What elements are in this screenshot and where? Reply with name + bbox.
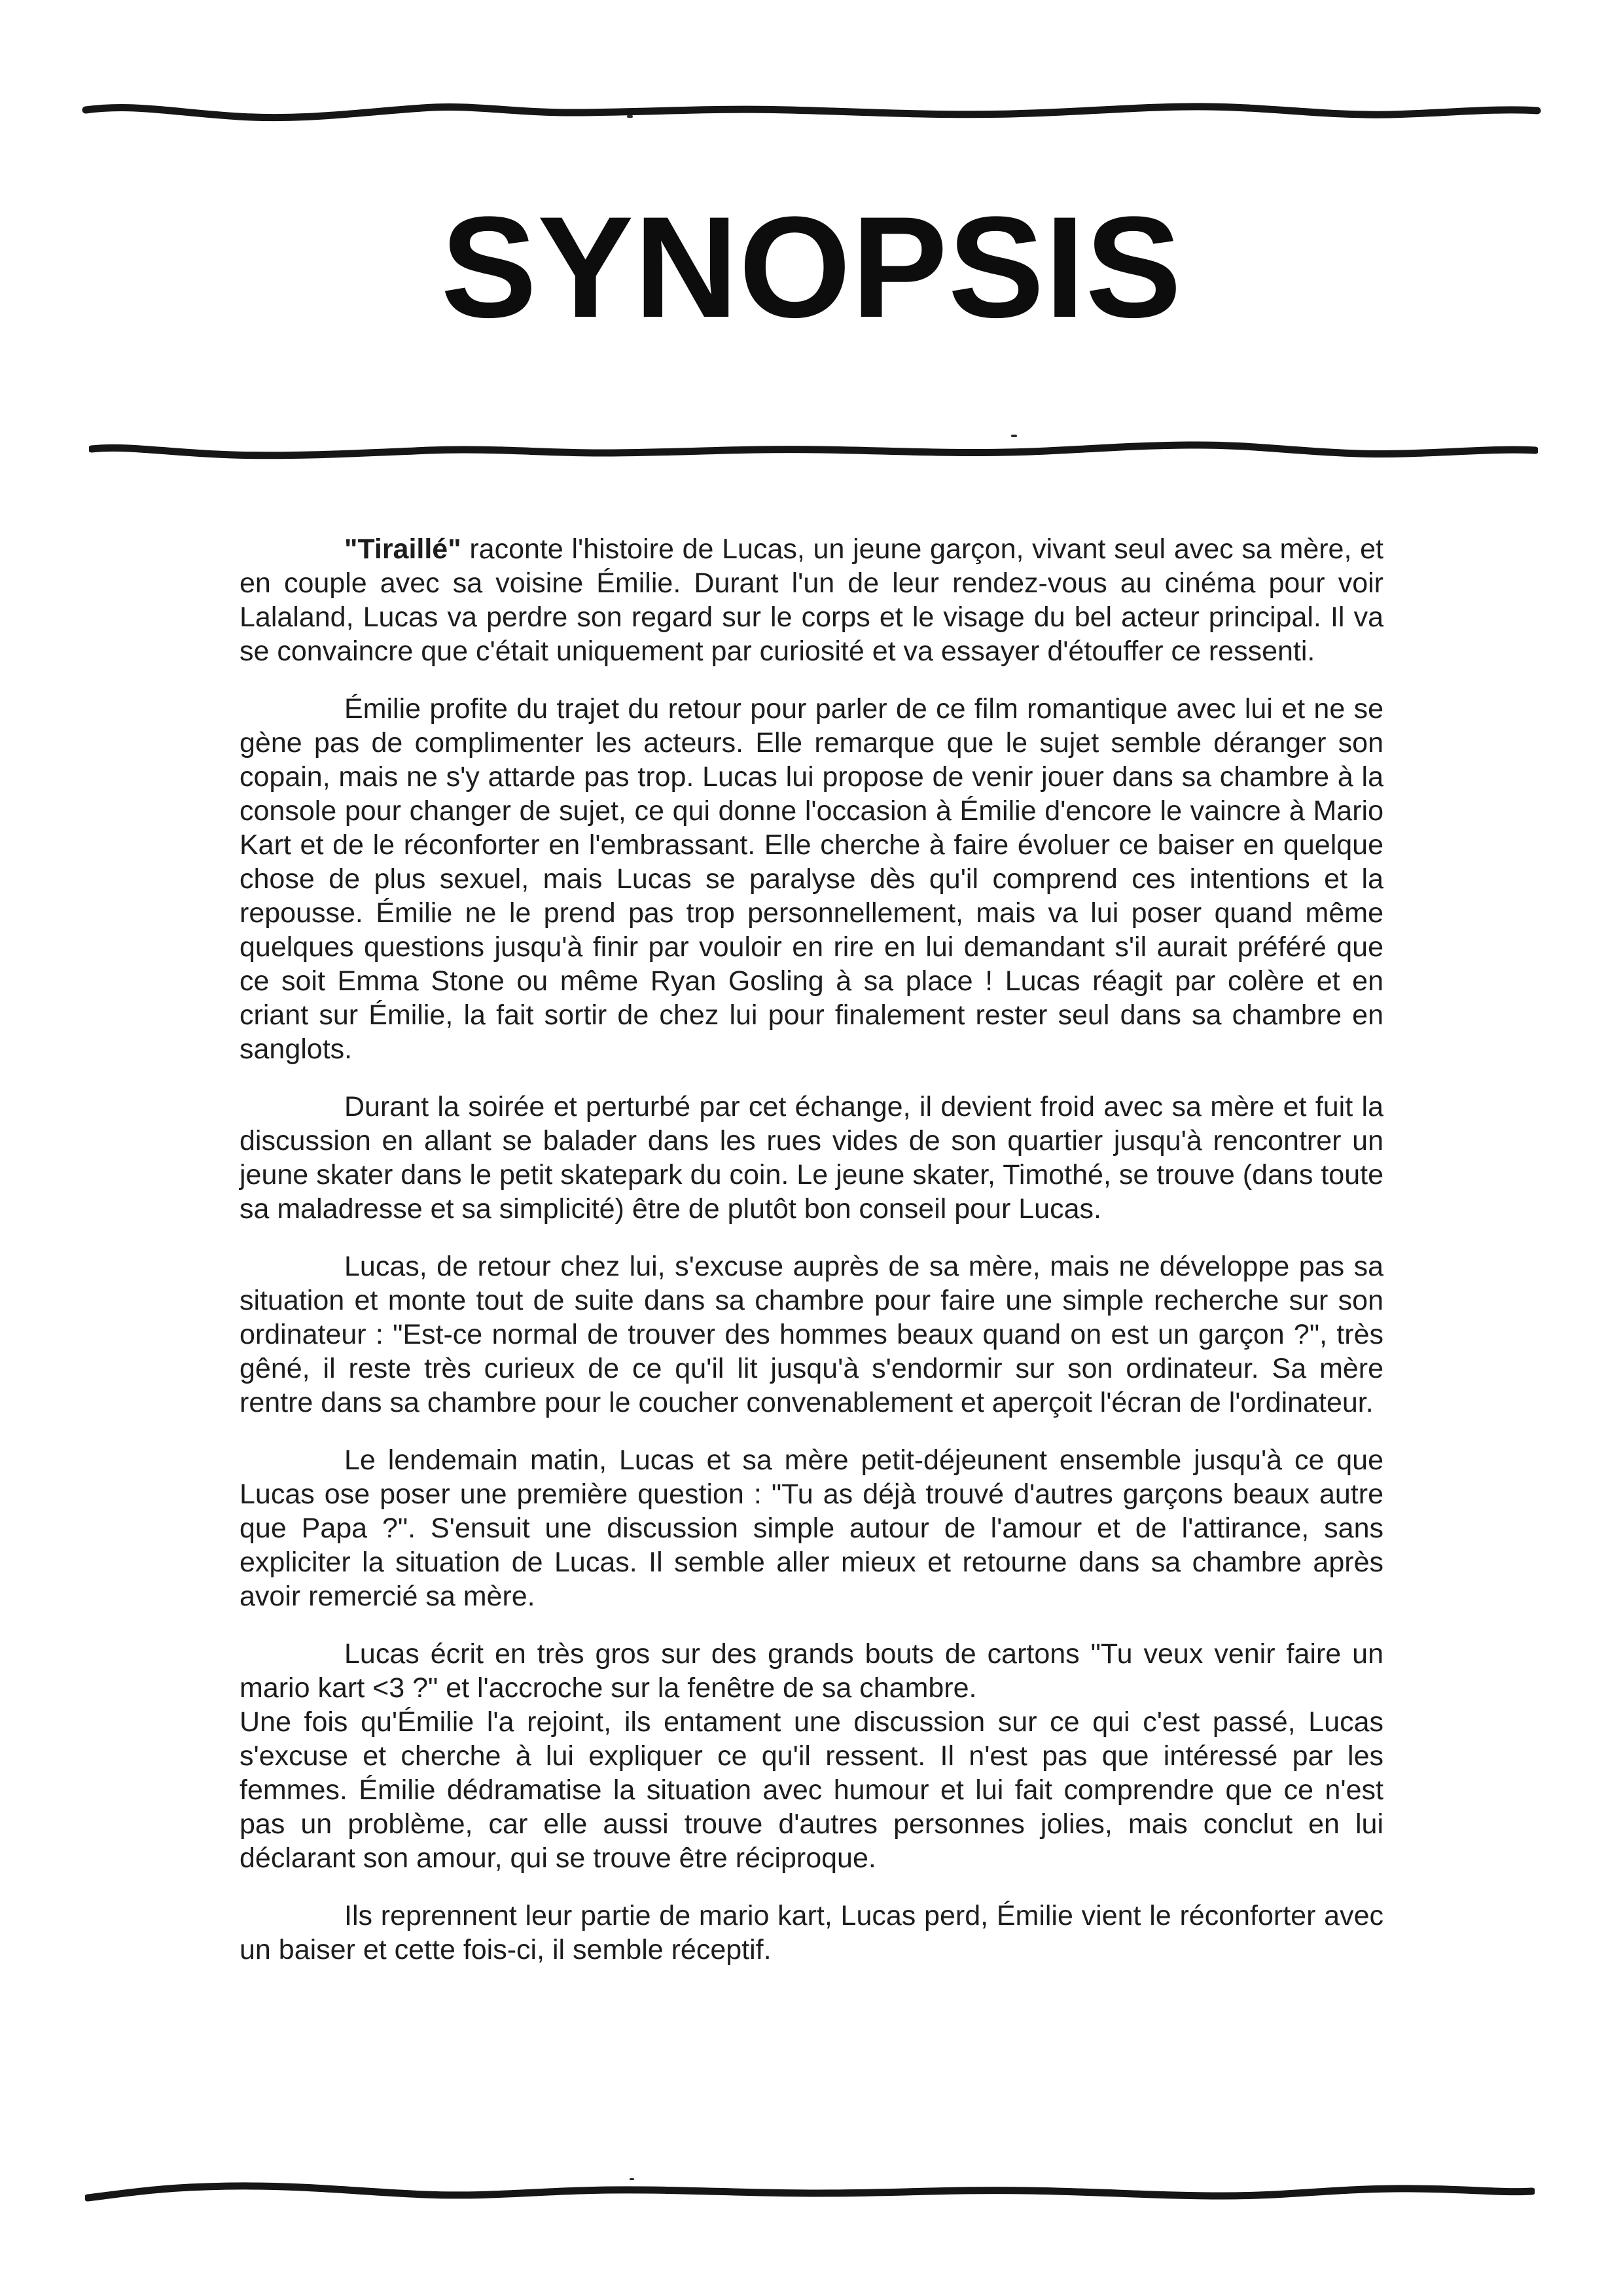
paragraph-text: Durant la soirée et perturbé par cet échange, il devient froid avec sa mère et fuit la discussion en allant se balader dans les rues vides de son quartier jusqu'à rencontrer un jeune skater dans le petit skatepark du coin. Le jeune skater, Timothé, se trouve (dans toute sa maladresse et sa simplicité) être de plutôt bon conseil pour Lucas. [240, 1091, 1383, 1225]
ink-speck [627, 115, 633, 118]
ink-speck [1011, 435, 1017, 437]
paragraph-text: Ils reprennent leur partie de mario kart, Lucas perd, Émilie vient le réconforter avec un baiser et cette fois-ci, il semble réceptif. [240, 1900, 1383, 1965]
synopsis-paragraph-4 [240, 1249, 1383, 1420]
bottom-rule-divider [85, 2179, 1535, 2208]
paragraph-text: Lucas, de retour chez lui, s'excuse auprès de sa mère, mais ne développe pas sa situation et monte tout de suite dans sa chambre pour faire une simple recherche sur son ordinateur : "Est-ce normal de trouver des hommes beaux quand on est un garçon ?", très gêné, il reste très curieux de ce qu'il lit jusqu'à s'endormir sur son ordinateur. Sa mère rentre dans sa chambre pour le coucher convenablement et aperçoit l'écran de l'ordinateur. [240, 1251, 1383, 1418]
synopsis-body [240, 532, 1383, 1967]
synopsis-paragraph-3 [240, 1090, 1383, 1226]
paragraph-text: Émilie profite du trajet du retour pour parler de ce film romantique avec lui et ne se gène pas de complimenter les acteurs. Elle remarque que le sujet semble déranger son copain, mais ne s'y attarde pas trop. Lucas lui propose de venir jouer dans sa chambre à la console pour changer de sujet, ce qui donne l'occasion à Émilie d'encore le vaincre à Mario Kart et de le réconforter en l'embrassant. Elle cherche à faire évoluer ce baiser en quelque chose de plus sexuel, mais Lucas se paralyse dès qu'il comprend ces intentions et la repousse. Émilie ne le prend pas trop personnellement, mais va lui poser quand même quelques questions jusqu'à finir par vouloir en rire en lui demandant s'il aurait préféré que ce soit Emma Stone ou même Ryan Gosling à sa place ! Lucas réagit par colère et en criant sur Émilie, la fait sortir de chez lui pour finalement rester seul dans sa chambre en sanglots. [240, 693, 1383, 1065]
paragraph-text: raconte l'histoire de Lucas, un jeune garçon, vivant seul avec sa mère, et en couple avec sa voisine Émilie. Durant l'un de leur rendez-vous au cinéma pour voir Lalaland, Lucas va perdre son regard sur le corps et le visage du bel acteur principal. Il va se convaincre que c'était uniquement par curiosité et va essayer d'étouffer ce ressenti. [240, 533, 1383, 667]
synopsis-paragraph-6 [240, 1637, 1383, 1705]
synopsis-paragraph-1 [240, 532, 1383, 668]
synopsis-paragraph-5 [240, 1443, 1383, 1613]
film-title-bold: "Tiraillé" [344, 533, 461, 565]
ink-speck [630, 2178, 634, 2180]
top-rule-divider [82, 97, 1541, 126]
page-title: SYNOPSIS [440, 187, 1183, 348]
paragraph-text: Une fois qu'Émilie l'a rejoint, ils entament une discussion sur ce qui c'est passé, Lucas s'excuse et cherche à lui expliquer ce qu'il ressent. Il n'est pas que intéressé par les femmes. Émilie dédramatise la situation avec humour et lui fait comprendre que ce n'est pas un problème, car elle aussi trouve d'autres personnes jolies, mais conclut en lui déclarant son amour, qui se trouve être réciproque. [240, 1706, 1383, 1874]
middle-rule-divider [89, 436, 1538, 465]
synopsis-paragraph-6-continuation [240, 1705, 1383, 1875]
synopsis-paragraph-7 [240, 1899, 1383, 1967]
synopsis-paragraph-2 [240, 692, 1383, 1066]
paragraph-text: Le lendemain matin, Lucas et sa mère petit-déjeunent ensemble jusqu'à ce que Lucas ose poser une première question : "Tu as déjà trouvé d'autres garçons beaux autre que Papa ?". S'ensuit une discussion simple autour de l'amour et de l'attirance, sans expliciter la situation de Lucas. Il semble aller mieux et retourne dans sa chambre après avoir remercié sa mère. [240, 1444, 1383, 1612]
paragraph-text: Lucas écrit en très gros sur des grands bouts de cartons "Tu veux venir faire un mario kart <3 ?" et l'accroche sur la fenêtre de sa chambre. [240, 1638, 1383, 1704]
